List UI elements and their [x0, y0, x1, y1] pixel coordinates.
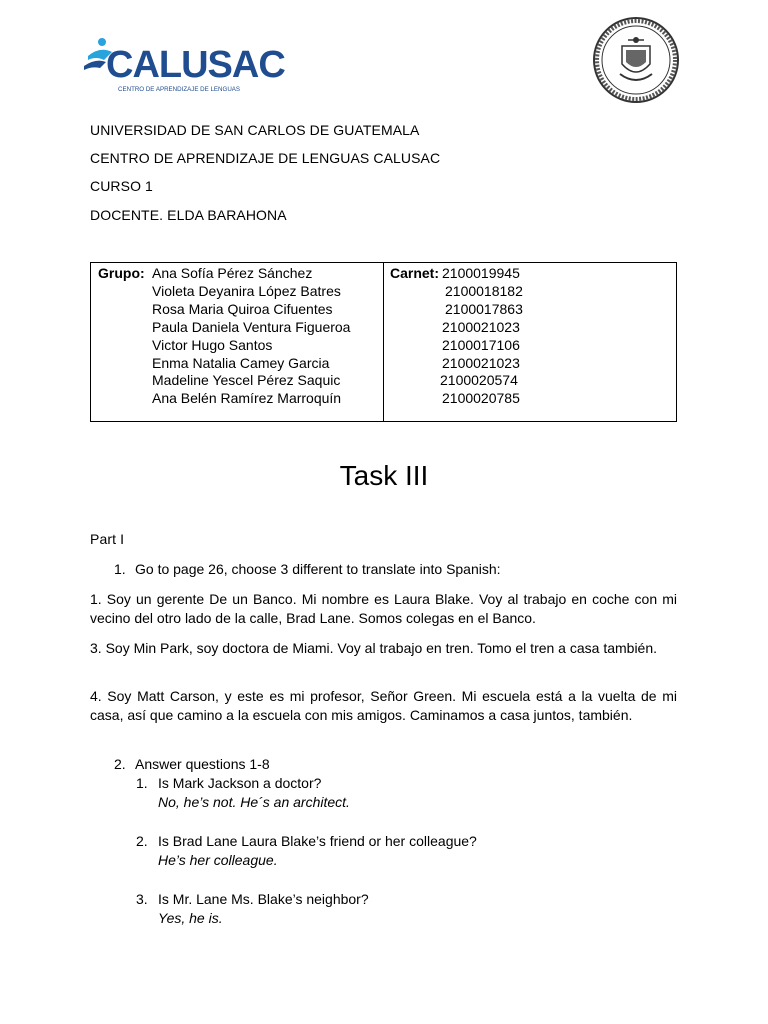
question-3-answer: Yes, he is.: [158, 910, 223, 926]
question-2-number: 2.: [136, 833, 148, 849]
group-label: Grupo:: [98, 265, 145, 281]
member-carnet: 2100020785: [442, 390, 520, 407]
member-name: Victor Hugo Santos: [152, 336, 273, 353]
member-carnet: 2100021023: [442, 354, 520, 371]
instruction-2-text: Answer questions 1-8: [135, 756, 270, 772]
member-name: Ana Belén Ramírez Marroquín: [152, 390, 342, 407]
instruction-2-number: 2.: [114, 756, 126, 772]
header-university: UNIVERSIDAD DE SAN CARLOS DE GUATEMALA: [90, 122, 420, 138]
translation-1: 1. Soy un gerente De un Banco. Mi nombre es Laura Blake. Voy al trabajo en coche con mi vecino del otro lado de la calle, Brad Lane. Somos colegas en el Banco.: [90, 591, 677, 626]
translation-3: 3. Soy Min Park, soy doctora de Miami. Voy al trabajo en tren. Tomo el tren a casa también.: [90, 640, 658, 656]
member-carnet: 2100020574: [440, 372, 518, 389]
member-name: Paula Daniela Ventura Figueroa: [152, 318, 351, 335]
member-name: Rosa Maria Quiroa Cifuentes: [152, 300, 333, 317]
logo-wordmark: CALUSAC: [106, 44, 285, 86]
member-carnet: 2100017106: [442, 336, 520, 353]
header-course: CURSO 1: [90, 178, 153, 194]
member-name: Violeta Deyanira López Batres: [152, 282, 341, 299]
carnet-label: Carnet:: [390, 265, 440, 281]
task-title: Task III: [339, 460, 429, 491]
member-carnet: 2100017863: [445, 300, 523, 317]
question-3-number: 3.: [136, 891, 148, 907]
header-center: CENTRO DE APRENDIZAJE DE LENGUAS CALUSAC: [90, 150, 441, 166]
university-seal: [592, 16, 680, 104]
question-3-text: Is Mr. Lane Ms. Blake’s neighbor?: [158, 891, 369, 907]
calusac-logo: [82, 30, 285, 110]
group-names-list: [152, 265, 350, 408]
group-table: [90, 262, 677, 422]
question-2-text: Is Brad Lane Laura Blake’s friend or her colleague?: [158, 833, 477, 849]
translation-4: 4. Soy Matt Carson, y este es mi profesor, Señor Green. Mi escuela está a la vuelta de mi casa, así que camino a la escuela con mis amigos. Caminamos a casa juntos, también.: [90, 688, 677, 723]
part-heading: Part I: [90, 531, 125, 547]
carnet-list: [442, 265, 523, 408]
member-carnet: 2100018182: [445, 282, 523, 299]
member-carnet: 2100021023: [442, 318, 520, 335]
logo-subtitle: CENTRO DE APRENDIZAJE DE LENGUAS: [118, 86, 241, 93]
member-name: Ana Sofía Pérez Sánchez: [152, 265, 313, 281]
instruction-1-number: 1.: [114, 561, 126, 577]
member-name: Enma Natalia Camey Garcia: [152, 354, 330, 371]
member-carnet: 2100019945: [442, 265, 520, 281]
member-name: Madeline Yescel Pérez Saquic: [152, 372, 341, 389]
instruction-1-text: Go to page 26, choose 3 different to translate into Spanish:: [135, 561, 501, 577]
question-1-text: Is Mark Jackson a doctor?: [158, 775, 322, 791]
header-teacher: DOCENTE. ELDA BARAHONA: [90, 207, 287, 223]
question-2-answer: He’s her colleague.: [158, 852, 278, 868]
group-carnets-cell: [384, 263, 676, 421]
group-names-cell: [91, 263, 384, 421]
question-1-number: 1.: [136, 775, 148, 791]
question-1-answer: No, he’s not. He´s an architect.: [158, 794, 350, 810]
